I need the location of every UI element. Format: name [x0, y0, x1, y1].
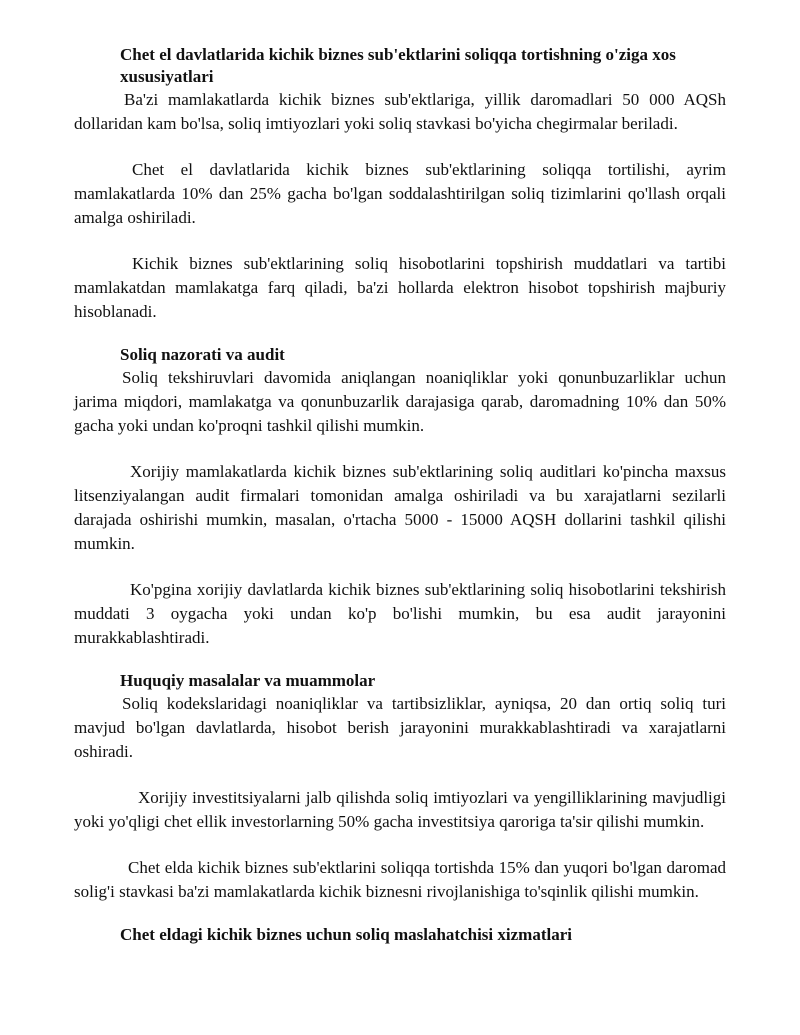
paragraph: Chet elda kichik biznes sub'ektlarini soliqqa tortishda 15% dan yuqori bo'lgan daromad solig'i stavkasi ba'zi mamlakatlarda kichik biznesni rivojlanishiga to'sqinlik qilishi mumkin.: [74, 858, 726, 901]
section-heading-tax-advisor: Chet eldagi kichik biznes uchun soliq maslahatchisi xizmatlari: [120, 925, 572, 944]
paragraph: Xorijiy investitsiyalarni jalb qilishda soliq imtiyozlari va yengilliklarining mavjudligi yoki yo'qligi chet ellik investorlarning 50% gacha investitsiya qaroriga ta'sir qilishi mumkin.: [74, 788, 726, 831]
paragraph: Ba'zi mamlakatlarda kichik biznes sub'ektlariga, yillik daromadlari 50 000 AQSh dollaridan kam bo'lsa, soliq imtiyozlari yoki soliq stavkasi bo'yicha chegirmalar beriladi.: [74, 90, 726, 133]
paragraph: Chet el davlatlarida kichik biznes sub'ektlarining soliqqa tortilishi, ayrim mamlakatlarda 10% dan 25% gacha bo'lgan soddalashtirilgan soliq tizimlarini qo'llash orqali amalga oshiriladi.: [74, 160, 726, 227]
paragraph: Soliq kodekslaridagi noaniqliklar va tartibsizliklar, ayniqsa, 20 dan ortiq soliq turi mavjud bo'lgan davlatlarda, hisobot berish jarayonini murakkablashtiradi va xarajatlarni oshiradi.: [74, 694, 726, 761]
paragraph: Ko'pgina xorijiy davlatlarda kichik biznes sub'ektlarining soliq hisobotlarini tekshirish muddati 3 oygacha yoki undan ko'p bo'lishi mumkin, bu esa audit jarayonini murakkablashtiradi.: [74, 580, 726, 647]
section-heading-legal-issues: Huquqiy masalalar va muammolar: [120, 671, 376, 690]
document-page: [74, 44, 726, 946]
section-heading-tax-features: Chet el davlatlarida kichik biznes sub'ektlarini soliqqa tortishning o'ziga xos xususiyatlari: [120, 45, 676, 86]
section-heading-tax-audit: Soliq nazorati va audit: [120, 345, 285, 364]
paragraph: Kichik biznes sub'ektlarining soliq hisobotlarini topshirish muddatlari va tartibi mamlakatdan mamlakatga farq qiladi, ba'zi hollarda elektron hisobot topshirish majburiy hisoblanadi.: [74, 254, 726, 321]
paragraph: Soliq tekshiruvlari davomida aniqlangan noaniqliklar yoki qonunbuzarliklar uchun jarima miqdori, mamlakatga va qonunbuzarlik darajasiga qarab, daromadning 10% dan 50% gacha yoki undan ko'proqni tashkil qilishi mumkin.: [74, 368, 726, 435]
paragraph: Xorijiy mamlakatlarda kichik biznes sub'ektlarining soliq auditlari ko'pincha maxsus litsenziyalangan audit firmalari tomonidan amalga oshiriladi va bu xarajatlarni sezilarli darajada oshirishi mumkin, masalan, o'rtacha 5000 - 15000 AQSH dollarini tashkil qilishi mumkin.: [74, 462, 726, 553]
